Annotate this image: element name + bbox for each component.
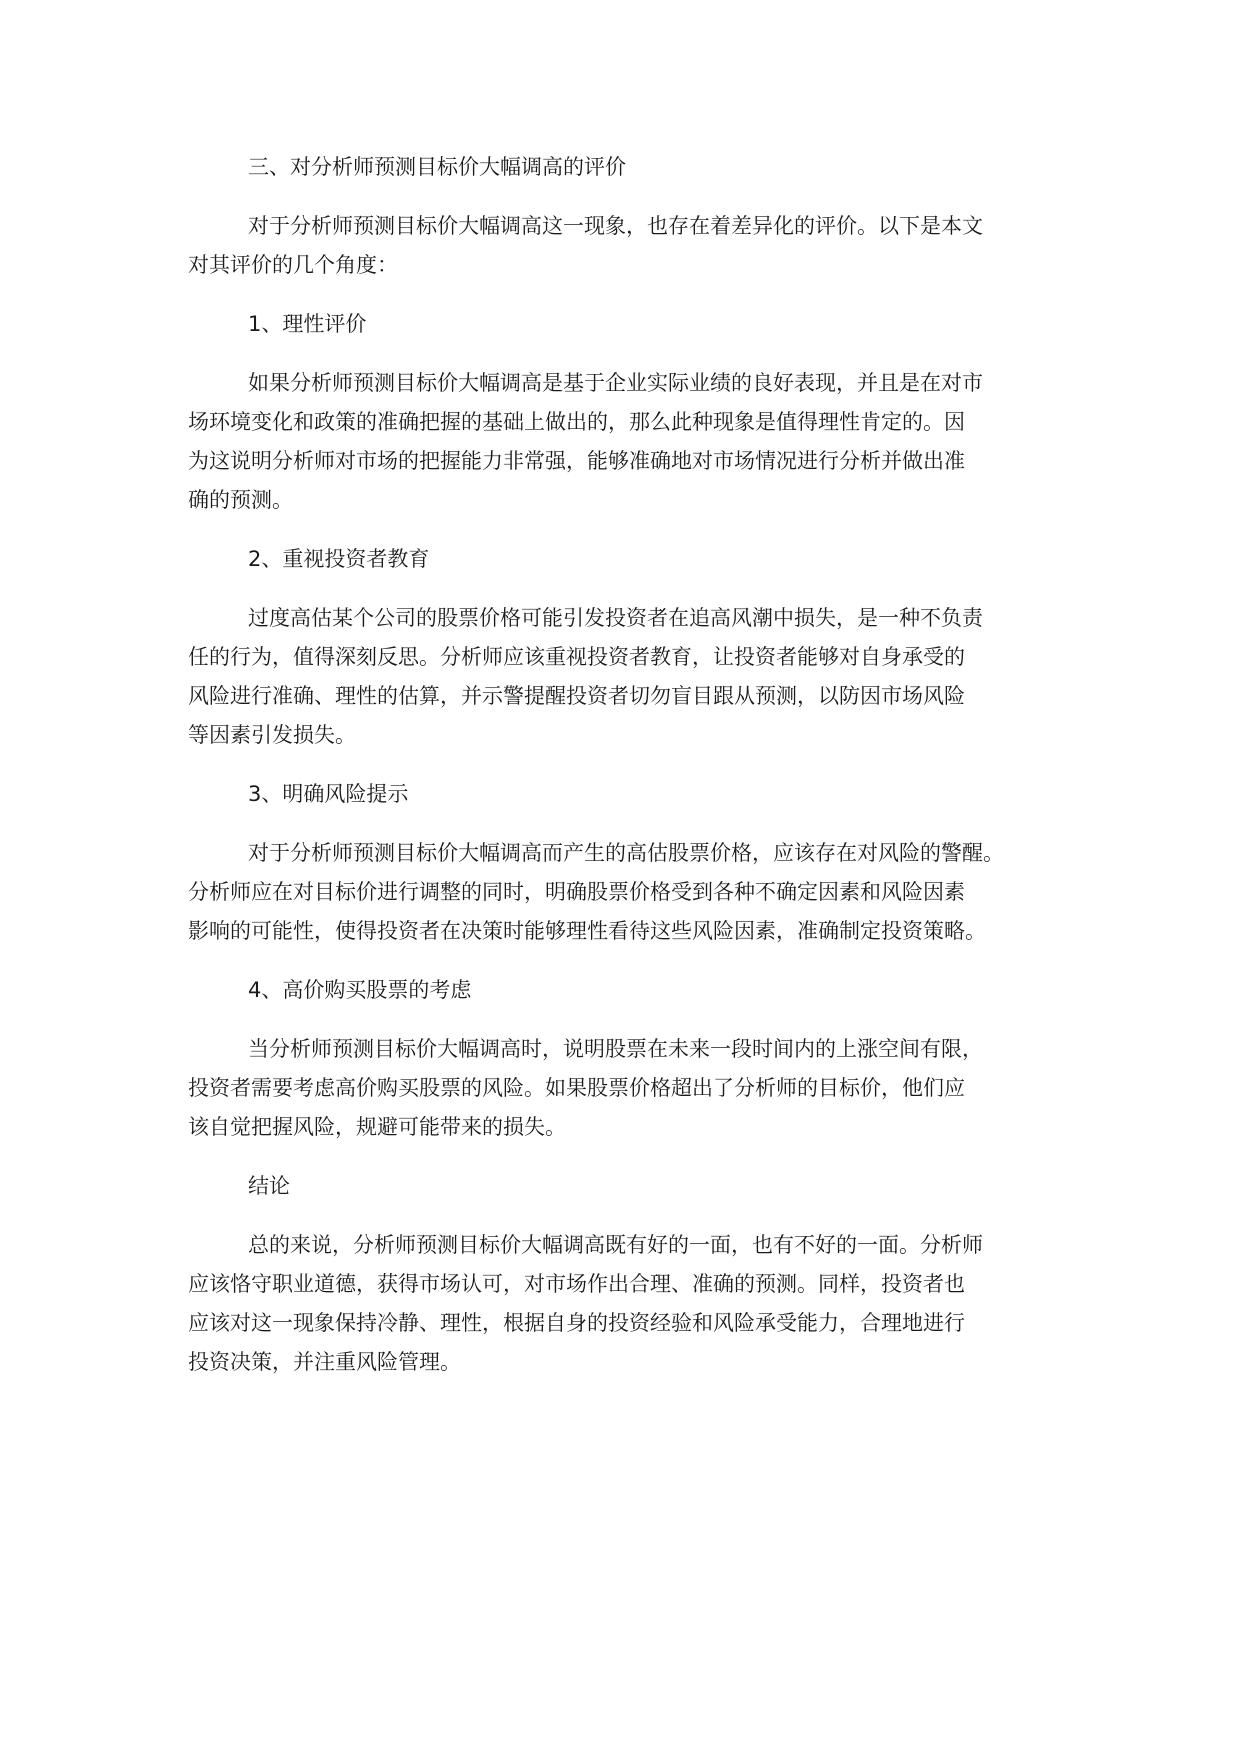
item2-paragraph <box>188 599 1068 755</box>
item4-paragraph <box>188 1030 1068 1147</box>
item4-title: 4、高价购买股票的考虑 <box>248 978 472 1002</box>
section-heading-text: 三、对分析师预测目标价大幅调高的评价 <box>248 155 626 179</box>
paragraph-line: 应该恪守职业道德，获得市场认可，对市场作出合理、准确的预测。同样，投资者也 <box>188 1272 965 1296</box>
conclusion-title: 结论 <box>248 1174 290 1198</box>
paragraph-line: 对其评价的几个角度： <box>188 253 398 277</box>
paragraph-line: 如果分析师预测目标价大幅调高是基于企业实际业绩的良好表现，并且是在对市 <box>248 371 983 395</box>
paragraph-line: 风险进行准确、理性的估算，并示警提醒投资者切勿盲目跟从预测，以防因市场风险 <box>188 684 965 708</box>
paragraph-line: 分析师应在对目标价进行调整的同时，明确股票价格受到各种不确定因素和风险因素 <box>188 880 965 904</box>
paragraph-line: 对于分析师预测目标价大幅调高这一现象，也存在着差异化的评价。以下是本文 <box>248 214 983 238</box>
paragraph-line: 等因素引发损失。 <box>188 723 356 747</box>
item4-heading <box>188 971 1068 1010</box>
item2-heading <box>188 540 1068 579</box>
conclusion-paragraph <box>188 1226 1068 1382</box>
item1-heading <box>188 305 1068 344</box>
paragraph-line: 投资者需要考虑高价购买股票的风险。如果股票价格超出了分析师的目标价，他们应 <box>188 1076 965 1100</box>
paragraph-line: 为这说明分析师对市场的把握能力非常强，能够准确地对市场情况进行分析并做出准 <box>188 449 965 473</box>
item3-heading <box>188 775 1068 814</box>
paragraph-line: 投资决策，并注重风险管理。 <box>188 1350 461 1374</box>
section-heading <box>188 148 1068 187</box>
paragraph-line: 场环境变化和政策的准确把握的基础上做出的，那么此种现象是值得理性肯定的。因 <box>188 410 965 434</box>
paragraph-line: 影响的可能性，使得投资者在决策时能够理性看待这些风险因素，准确制定投资策略。 <box>188 919 986 943</box>
paragraph-line: 该自觉把握风险，规避可能带来的损失。 <box>188 1115 566 1139</box>
item2-title: 2、重视投资者教育 <box>248 547 430 571</box>
intro-paragraph <box>188 207 1068 285</box>
paragraph-line: 当分析师预测目标价大幅调高时，说明股票在未来一段时间内的上涨空间有限， <box>248 1037 983 1061</box>
item3-title: 3、明确风险提示 <box>248 782 409 806</box>
paragraph-line: 过度高估某个公司的股票价格可能引发投资者在追高风潮中损失，是一种不负责 <box>248 606 983 630</box>
item3-paragraph <box>188 834 1068 951</box>
document-body <box>188 148 1068 1402</box>
paragraph-line: 对于分析师预测目标价大幅调高而产生的高估股票价格，应该存在对风险的警醒。 <box>248 841 1004 865</box>
paragraph-line: 应该对这一现象保持冷静、理性，根据自身的投资经验和风险承受能力，合理地进行 <box>188 1311 965 1335</box>
paragraph-line: 总的来说，分析师预测目标价大幅调高既有好的一面，也有不好的一面。分析师 <box>248 1233 983 1257</box>
conclusion-heading <box>188 1167 1068 1206</box>
paragraph-line: 任的行为，值得深刻反思。分析师应该重视投资者教育，让投资者能够对自身承受的 <box>188 645 965 669</box>
paragraph-line: 确的预测。 <box>188 488 293 512</box>
item1-title: 1、理性评价 <box>248 312 367 336</box>
item1-paragraph <box>188 364 1068 520</box>
